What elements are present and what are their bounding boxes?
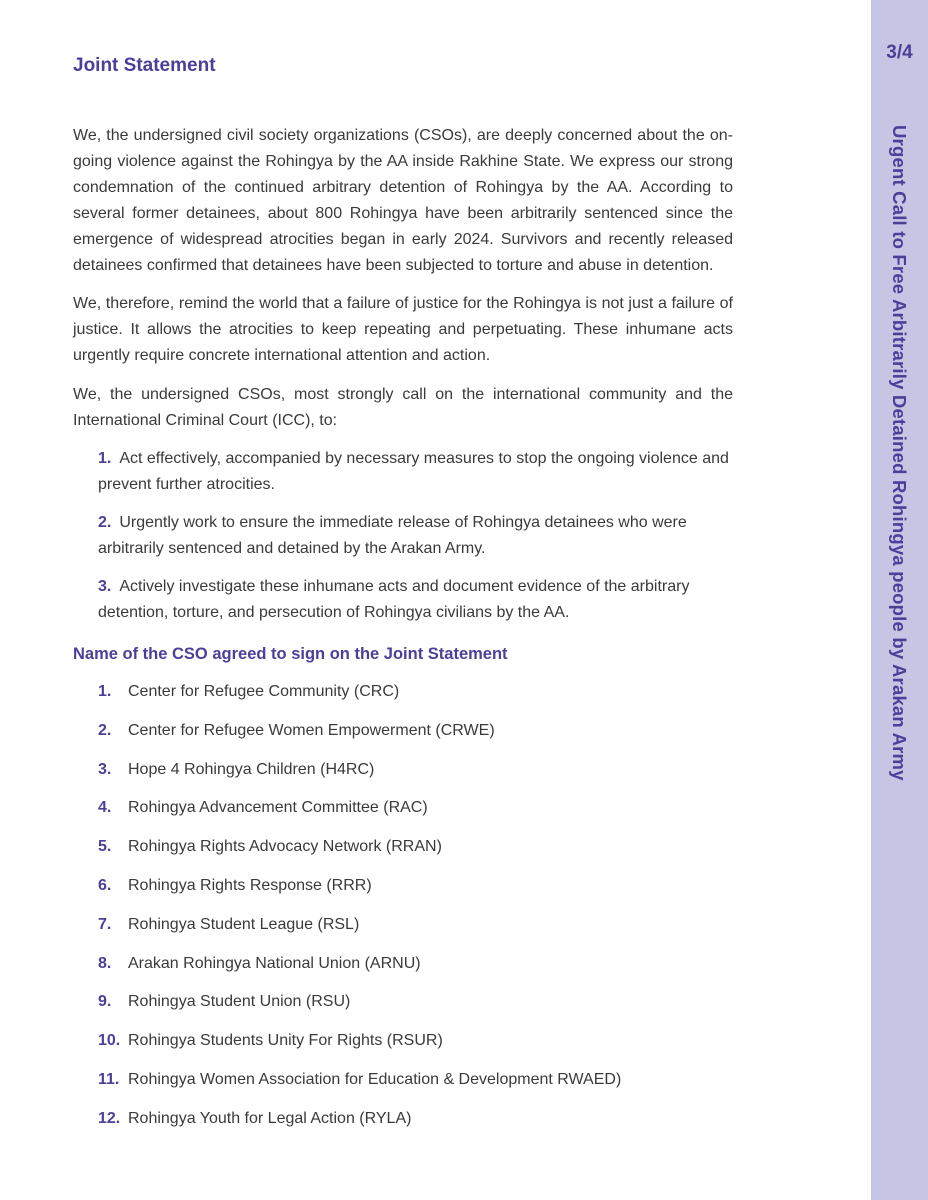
signatory-number: 4.: [98, 799, 112, 817]
action-text: Urgently work to ensure the immediate release of Rohingya detainees who were arbitrarily sentenced and detained by the Arakan Army.: [98, 514, 687, 557]
signatory-name: Center for Refugee Community (CRC): [128, 683, 400, 700]
action-number: 1.: [98, 450, 112, 467]
signatory-item: [98, 1071, 621, 1110]
signatory-number: 3.: [98, 760, 112, 778]
signatory-item: [98, 799, 621, 838]
signatory-number: 11.: [98, 1070, 120, 1088]
signatory-item: [98, 838, 621, 877]
signatory-item: [98, 916, 621, 955]
action-item: [98, 446, 733, 498]
signatory-number: 5.: [98, 838, 112, 856]
action-number: 3.: [98, 578, 112, 595]
signatory-number: 1.: [98, 683, 112, 700]
signatory-name: Rohingya Advancement Committee (RAC): [128, 799, 428, 817]
page-number: 3/4: [886, 42, 913, 63]
signatory-item: [98, 761, 621, 800]
signatory-name: Arakan Rohingya National Union (ARNU): [128, 954, 421, 972]
signatory-number: 10.: [98, 1032, 121, 1050]
paragraph-concern: We, the undersigned civil society organizations (CSOs), are deeply concerned about the on-going violence against the Rohingya by the AA inside Rakhine State. We express our strong condemnation of the continued arbitrary detention of Rohingya by the AA. According to several former detainees, about 800 Rohingya have been arbitrarily sentenced since the emergence of widespread atrocities began in early 2024. Survivors and recently released detainees confirmed that detainees have been subjected to torture and abuse in detention.: [73, 127, 733, 274]
signatory-item: [98, 993, 621, 1032]
signatory-name: Hope 4 Rohingya Children (H4RC): [128, 760, 375, 778]
paragraph-call: We, the undersigned CSOs, most strongly call on the international community and the International Criminal Court (ICC), to:: [73, 386, 733, 429]
signatory-item: [98, 877, 621, 916]
action-text: Actively investigate these inhumane acts and document evidence of the arbitrary detention, torture, and persecution of Rohingya civilians by the AA.: [98, 578, 690, 621]
signatory-name: Rohingya Student League (RSL): [128, 915, 360, 933]
action-number: 2.: [98, 514, 112, 531]
signatories-list: [98, 683, 621, 1149]
signatory-number: 12.: [98, 1109, 121, 1127]
action-item: [98, 510, 733, 562]
page-heading: Joint Statement: [73, 55, 216, 76]
signatory-number: 6.: [98, 876, 112, 894]
signatory-name: Rohingya Students Unity For Rights (RSUR): [128, 1032, 443, 1050]
side-band: [871, 0, 928, 1200]
signatory-number: 2.: [98, 721, 112, 739]
signatory-name: Rohingya Rights Response (RRR): [128, 876, 372, 894]
paragraph-justice: We, therefore, remind the world that a failure of justice for the Rohingya is not just a failure of justice. It allows the atrocities to keep repeating and perpetuating. These inhumane acts urgently require concrete international attention and action.: [73, 295, 733, 364]
vertical-document-title: Urgent Call to Free Arbitrarily Detained Rohingya people by Arakan Army: [889, 125, 910, 781]
signatory-item: [98, 683, 621, 722]
signatory-name: Rohingya Women Association for Education & Development RWAED): [128, 1070, 622, 1088]
signatory-number: 9.: [98, 993, 112, 1011]
signatory-item: [98, 1032, 621, 1071]
signatory-item: [98, 1110, 621, 1149]
signatory-number: 8.: [98, 954, 112, 972]
signatory-name: Rohingya Rights Advocacy Network (RRAN): [128, 838, 442, 856]
action-item: [98, 574, 733, 626]
signatory-name: Center for Refugee Women Empowerment (CRWE): [128, 721, 495, 739]
action-text: Act effectively, accompanied by necessary measures to stop the ongoing violence and prevent further atrocities.: [98, 450, 729, 493]
signatory-item: [98, 955, 621, 994]
signatory-item: [98, 722, 621, 761]
signatory-number: 7.: [98, 915, 112, 933]
signatory-name: Rohingya Youth for Legal Action (RYLA): [128, 1109, 412, 1127]
signatories-heading: Name of the CSO agreed to sign on the Joint Statement: [73, 645, 508, 663]
signatory-name: Rohingya Student Union (RSU): [128, 993, 351, 1011]
